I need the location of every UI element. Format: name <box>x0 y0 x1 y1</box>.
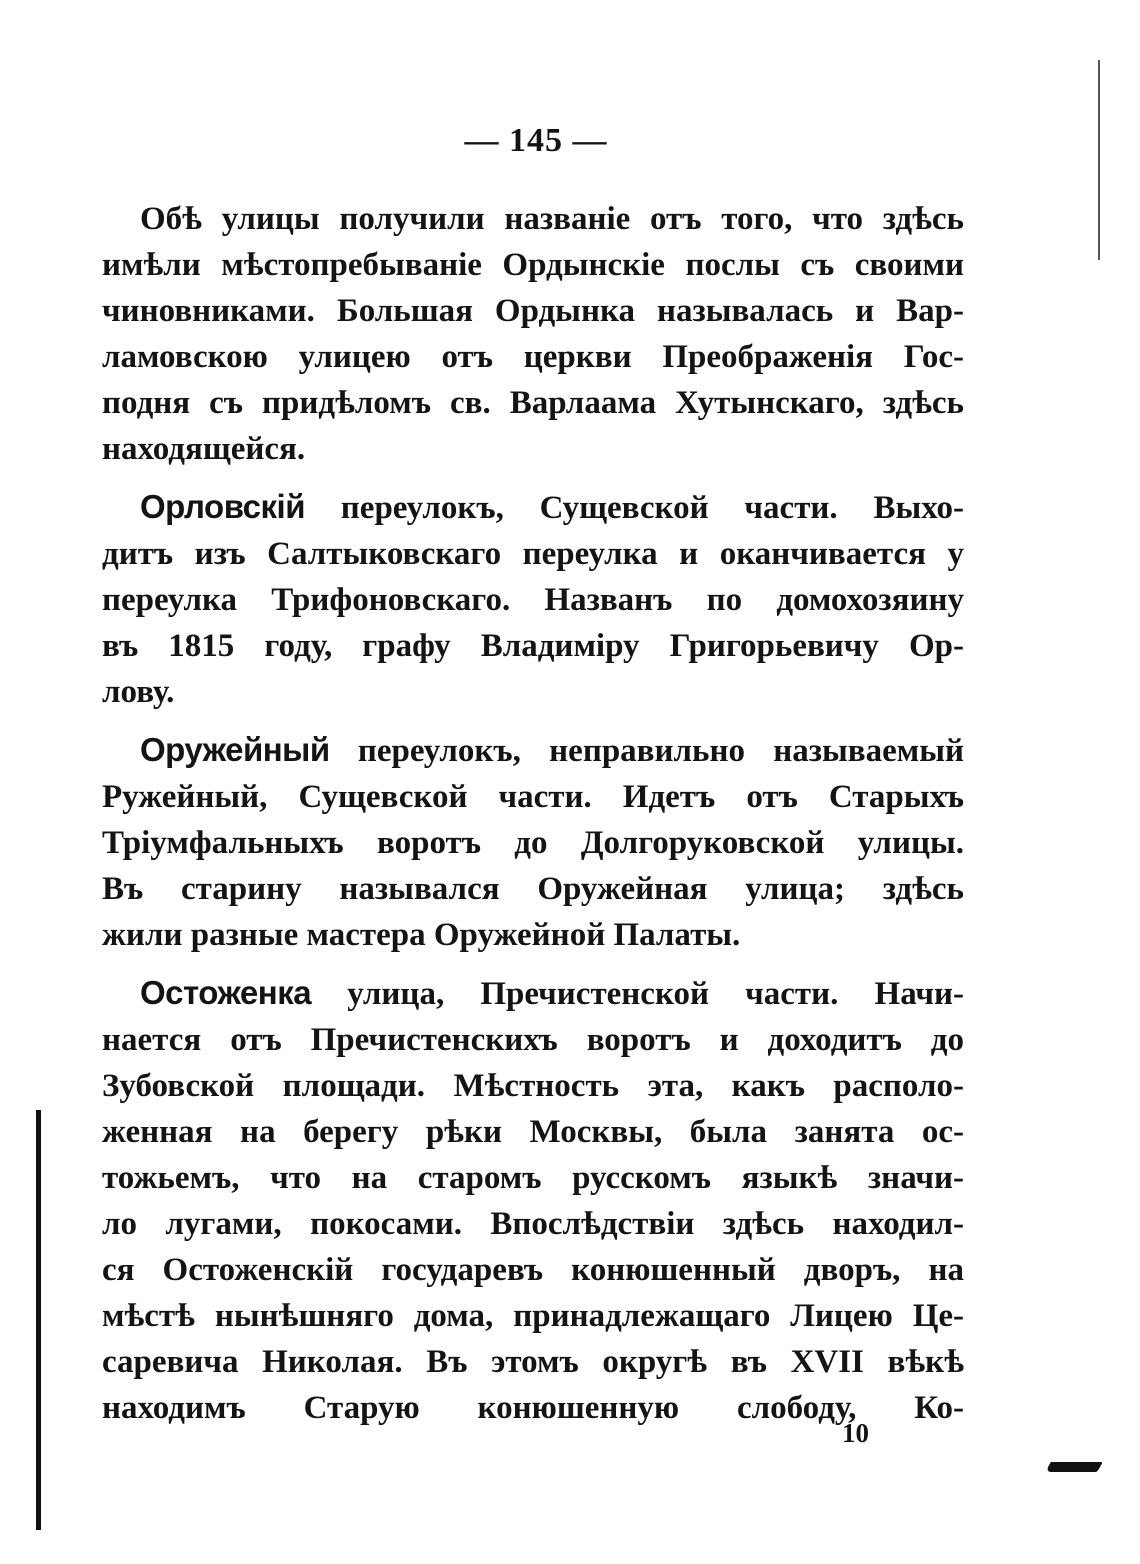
text-line: женная на берегу рѣки Москвы, была занята ос- <box>102 1114 964 1150</box>
text-line: ся Остоженскій государевъ конюшенный дворъ, на <box>102 1252 964 1288</box>
text-line-rest: переулокъ, неправильно называемый <box>329 733 964 769</box>
text-line: Ружейный, Сущевской части. Идетъ отъ Старыхъ <box>102 779 964 815</box>
paragraph-3 <box>102 727 964 958</box>
text-line: мѣстѣ нынѣшняго дома, принадлежащаго Лицею Це- <box>102 1298 964 1334</box>
headword: Оружейный <box>140 731 330 768</box>
paragraph-2 <box>102 484 964 715</box>
text-line <box>102 727 964 774</box>
text-line: Въ старину назывался Оружейная улица; здѣсь <box>102 871 964 907</box>
text-line: жили разные мастера Оружейной Палаты. <box>102 917 741 953</box>
text-line: тожьемъ, что на старомъ русскомъ языкѣ значи- <box>102 1160 964 1196</box>
text-line <box>102 484 964 531</box>
text-body <box>102 196 964 1443</box>
scan-edge-right <box>1098 60 1100 260</box>
paragraph-1 <box>102 196 964 472</box>
text-line <box>102 970 964 1017</box>
text-line: лову. <box>102 674 175 710</box>
text-line: дитъ изъ Салтыковскаго переулка и оканчивается у <box>102 536 964 572</box>
text-line: саревича Николая. Въ этомъ округѣ въ XVII вѣкѣ <box>102 1344 964 1380</box>
text-line-rest: улица, Пречистенской части. Начи- <box>311 976 964 1012</box>
headword: Остоженка <box>140 974 312 1011</box>
text-line: Обѣ улицы получили названіе отъ того, что здѣсь <box>140 201 964 237</box>
text-line: подня съ придѣломъ св. Варлаама Хутынскаго, здѣсь <box>102 385 964 421</box>
headword: Орловскій <box>140 488 305 525</box>
text-line: переулка Трифоновскаго. Названъ по домохозяину <box>102 582 964 618</box>
text-line: находимъ Старую конюшенную слободу, Ко- <box>102 1390 964 1426</box>
paragraph-4 <box>102 970 964 1431</box>
page-number: — 145 — <box>464 122 608 159</box>
signature-mark: 10 <box>842 1418 869 1448</box>
text-line: находящейся. <box>102 431 306 467</box>
text-line: имѣли мѣстопребываніе Ордынскіе послы съ своими <box>102 247 964 283</box>
text-line: Зубовской площади. Мѣстность эта, какъ располо- <box>102 1068 964 1104</box>
scan-corner-mark <box>1045 1462 1103 1472</box>
text-line: въ 1815 году, графу Владиміру Григорьевичу Ор- <box>102 628 964 664</box>
text-line-rest: переулокъ, Сущевской части. Выхо- <box>304 490 964 526</box>
text-line: ло лугами, покосами. Впослѣдствіи здѣсь находил- <box>102 1206 964 1242</box>
text-line: Тріумфальныхъ воротъ до Долгоруковской улицы. <box>102 825 964 861</box>
text-line: ламовскою улицею отъ церкви Преображенія Гос- <box>102 339 964 375</box>
scan-edge-left <box>36 1110 41 1530</box>
text-line: чиновниками. Большая Ордынка называлась и Вар- <box>102 293 964 329</box>
text-line: нается отъ Пречистенскихъ воротъ и доходитъ до <box>102 1022 964 1058</box>
